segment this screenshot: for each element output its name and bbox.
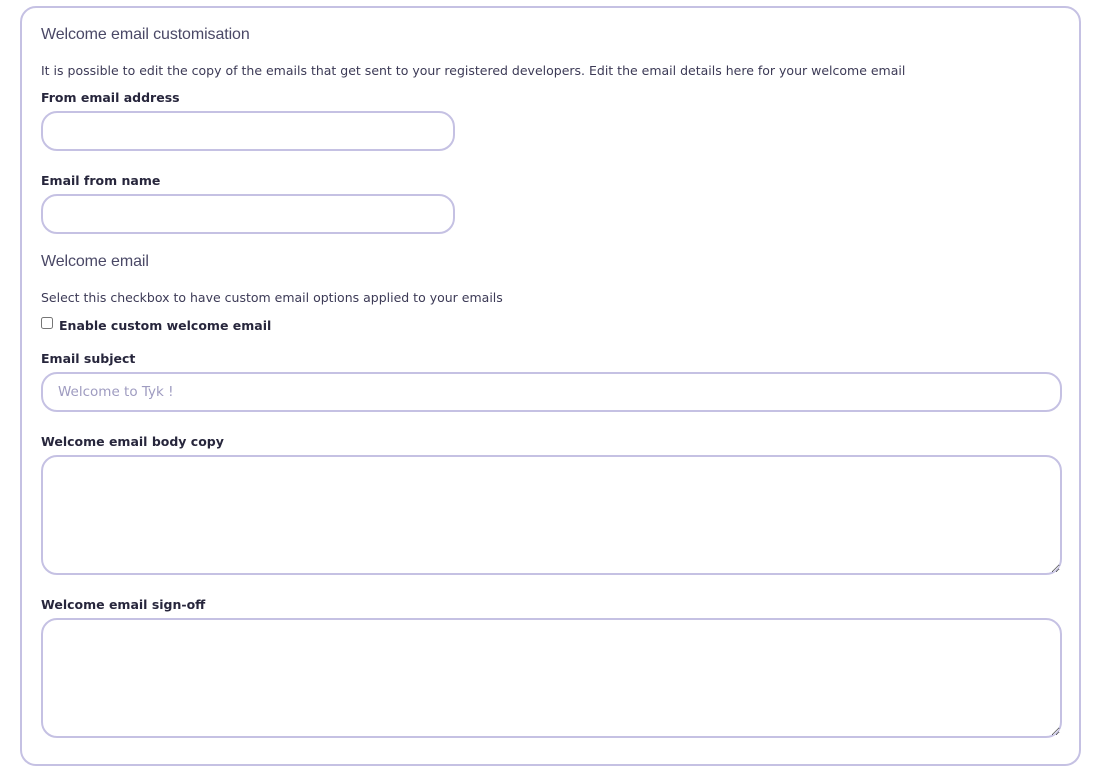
enable-custom-welcome-email-checkbox[interactable]	[41, 317, 53, 329]
email-from-name-label: Email from name	[41, 173, 161, 188]
customisation-description: It is possible to edit the copy of the emails that get sent to your registered developers. Edit the email details here for your welcome email	[41, 63, 906, 78]
from-email-address-label: From email address	[41, 90, 180, 105]
welcome-email-sign-off-textarea[interactable]	[41, 618, 1062, 738]
welcome-email-description: Select this checkbox to have custom email options applied to your emails	[41, 290, 503, 305]
email-subject-label: Email subject	[41, 351, 136, 366]
email-from-name-input[interactable]	[41, 194, 455, 234]
email-subject-input[interactable]	[41, 372, 1062, 412]
enable-custom-welcome-email-label[interactable]: Enable custom welcome email	[59, 318, 272, 333]
customisation-title: Welcome email customisation	[41, 26, 250, 43]
welcome-email-body-copy-label: Welcome email body copy	[41, 434, 224, 449]
from-email-address-input[interactable]	[41, 111, 455, 151]
welcome-email-sign-off-label: Welcome email sign-off	[41, 597, 206, 612]
welcome-email-body-copy-textarea[interactable]	[41, 455, 1062, 575]
welcome-email-title: Welcome email	[41, 253, 149, 270]
